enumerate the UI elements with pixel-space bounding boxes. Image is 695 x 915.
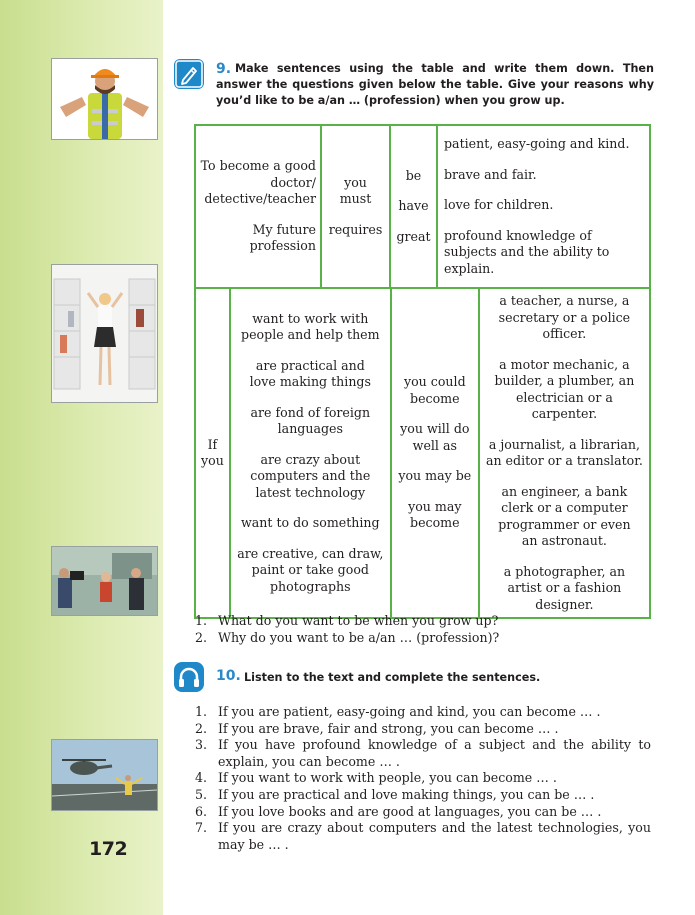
t1-col3: [390, 125, 437, 288]
sentence-table-1: [194, 124, 651, 289]
t1-aux-2: have: [398, 198, 429, 214]
tv-crew-photo: [51, 546, 158, 616]
builder-photo: [51, 58, 158, 140]
sentence-item: [195, 770, 651, 787]
question-text: Why do you want to be a/an … (profession)?: [218, 629, 500, 645]
t1-aux-1: be: [405, 167, 422, 183]
t1-col2: [321, 125, 390, 288]
sentence-text: If you are practical and love making things, you can be … .: [218, 786, 595, 802]
headphones-icon: [174, 662, 204, 692]
sentence-number: 2.: [195, 720, 208, 736]
sentence-text: If you want to work with people, you can become … .: [218, 770, 557, 786]
sentence-number: 5.: [195, 786, 208, 802]
sentence-text: If you love books and are good at languages, you can be … .: [218, 803, 602, 819]
sentence-item: [195, 737, 651, 770]
t2-condition-2: are practical and love making things: [249, 357, 371, 390]
task9-instruction: Make sentences using the table and write them down. Then answer the questions given below the table. Give your reasons why you’d like to be a/an … (profession) when you grow up.: [216, 62, 654, 107]
helicopter-photo: [51, 739, 158, 811]
sentence-number: 4.: [195, 770, 208, 786]
t1-col4: [437, 125, 650, 288]
helicopter-illustration: [52, 740, 157, 810]
sentence-text: If you have profound knowledge of a subject and the ability to explain, you can become … .: [218, 737, 651, 769]
t2-if-you: If you: [201, 436, 224, 468]
task10-number: 10.: [216, 668, 241, 684]
sentence-number: 7.: [195, 820, 208, 836]
office-woman-illustration: [52, 265, 157, 402]
t2-condition-6: are creative, can draw, paint or take good photographs: [237, 545, 384, 594]
sentence-item: [195, 804, 651, 821]
sentence-text: If you are brave, fair and strong, you can become … .: [218, 720, 559, 736]
t2-col4: [479, 288, 650, 618]
t2-col2: [230, 288, 391, 618]
t1-verb-1: you must: [339, 174, 372, 207]
sentence-item: [195, 721, 651, 738]
t1-quality-3: love for children.: [444, 197, 554, 212]
page-number: 172: [89, 838, 128, 860]
t1-col1: [195, 125, 321, 288]
question-text: What do you want to be when you grow up?: [218, 613, 499, 628]
t1-verb-2: requires: [328, 221, 383, 237]
t2-jobs-5: a photographer, an artist or a fashion designer.: [503, 563, 626, 612]
builder-illustration: [52, 59, 157, 139]
question-number: 2.: [195, 629, 208, 645]
t2-modal-4: you may become: [408, 498, 462, 531]
t1-subject-2: My future profession: [249, 221, 316, 254]
t1-subject-1: To become a good doctor/ detective/teacher: [200, 158, 316, 207]
t2-modal-2: you will do well as: [400, 421, 470, 453]
t1-quality-1: patient, easy-going and kind.: [444, 136, 630, 151]
t2-col3: [391, 288, 479, 618]
office-woman-photo: [51, 264, 158, 403]
t2-jobs-2: a motor mechanic, a builder, a plumber, an electrician or a carpenter.: [494, 356, 635, 421]
t1-quality-2: brave and fair.: [444, 166, 537, 182]
tv-crew-illustration: [52, 547, 157, 615]
t2-jobs-1: a teacher, a nurse, a secretary or a police officer.: [498, 293, 631, 341]
t2-condition-5: want to do something: [241, 515, 380, 531]
t2-jobs-3: a journalist, a librarian, an editor or a translator.: [485, 436, 643, 468]
sentence-item: [195, 820, 651, 853]
t2-condition-3: are fond of foreign languages: [250, 404, 371, 437]
t2-condition-1: want to work with people and help them: [241, 310, 380, 343]
t2-modal-3: you may be: [398, 468, 472, 484]
sentence-number: 6.: [195, 803, 208, 819]
t2-jobs-4: an engineer, a bank clerk or a computer programmer or even an astronaut.: [498, 483, 631, 548]
question-item: [195, 613, 651, 630]
sentence-text: If you are patient, easy-going and kind, you can become … .: [218, 704, 601, 719]
t1-aux-3: great: [396, 228, 431, 244]
sentence-item: [195, 704, 651, 721]
pencil-icon: [174, 59, 204, 89]
sentence-item: [195, 787, 651, 804]
t2-col1: [195, 288, 230, 618]
sentence-number: 3.: [195, 737, 208, 753]
t2-modal-1: you could become: [403, 374, 466, 406]
t1-quality-4: profound knowledge of subjects and the ability to explain.: [444, 227, 610, 276]
question-number: 1.: [195, 613, 208, 628]
task9-questions: [195, 613, 651, 646]
sentence-text: If you are crazy about computers and the latest technologies, you may be … .: [218, 820, 651, 852]
task10-instruction: Listen to the text and complete the sentences.: [244, 671, 541, 684]
sentence-table-2: [194, 287, 651, 619]
t2-condition-4: are crazy about computers and the latest technology: [250, 451, 371, 500]
task9-number: 9.: [216, 61, 232, 77]
sentence-number: 1.: [195, 704, 208, 719]
task10-sentences: [195, 704, 651, 853]
question-item: [195, 630, 651, 647]
